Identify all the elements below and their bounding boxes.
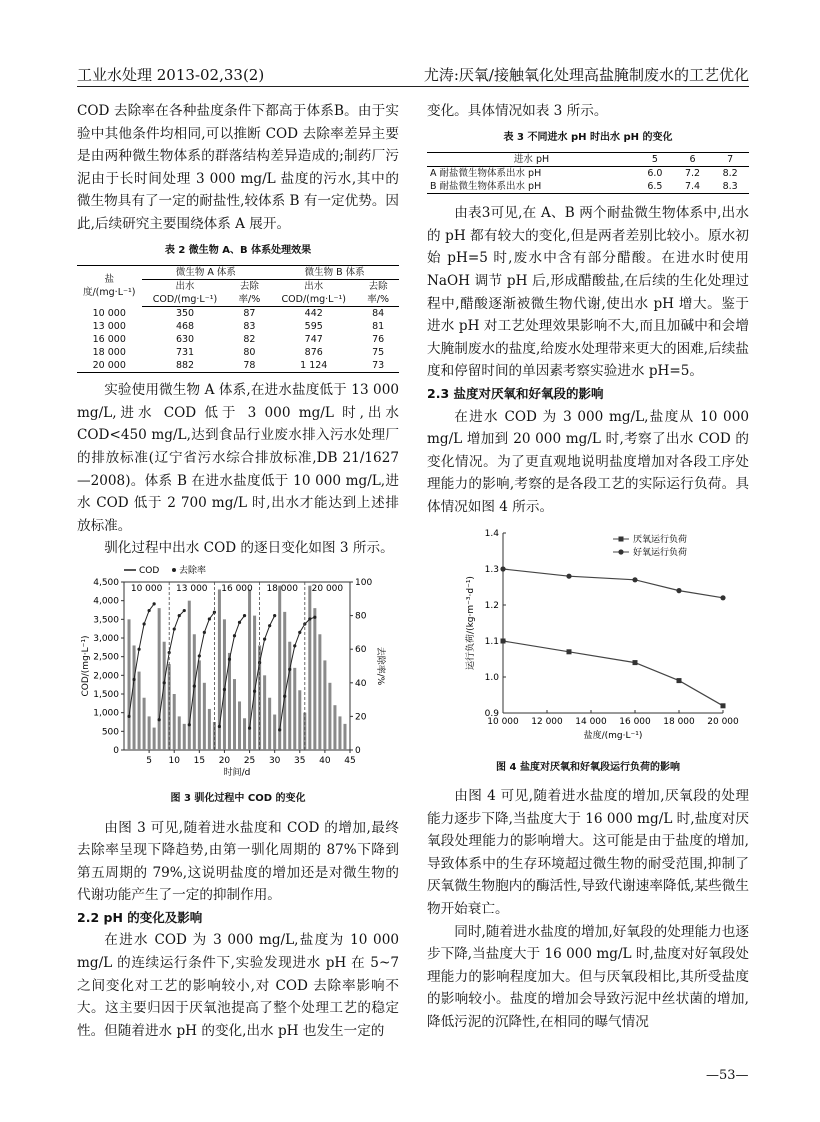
cod-bar	[328, 683, 331, 750]
x-tick-label: 10	[168, 755, 180, 766]
cod-bar	[308, 586, 311, 750]
anaerobic-point	[633, 660, 638, 665]
removal-rate-point	[298, 631, 301, 634]
removal-rate-point	[313, 616, 316, 619]
table3: 进水 pH 5 6 7 A 耐盐微生物体系出水 pH 6.0 7.2 8.2 B 耐盐微生物体系出水 pH 6.5 7.4 8.3	[427, 152, 749, 194]
legend-label: 好氧运行负荷	[633, 547, 688, 558]
table2-col-cod-a: 出水 COD/(mg·L⁻¹)	[142, 280, 229, 307]
cod-bar	[203, 683, 206, 750]
x-axis-label: 盐度/(mg·L⁻¹)	[583, 730, 643, 741]
table-row: 20 000 882 78 1 124 73	[92, 360, 385, 372]
cod-bar	[243, 718, 246, 750]
y2-tick-label: 100	[355, 577, 373, 588]
removal-rate-point	[233, 634, 236, 637]
x-tick-label: 35	[294, 755, 306, 766]
page-number: —53—	[706, 1068, 749, 1083]
cod-bar	[233, 679, 236, 750]
removal-rate-point	[218, 725, 221, 728]
x-tick-label: 30	[268, 755, 281, 766]
cod-bar	[273, 714, 276, 749]
cod-bar	[213, 722, 216, 750]
aerobic-point	[632, 577, 637, 582]
legend-marker	[618, 549, 623, 554]
article-title-short: 尤涛:厌氧/接触氧化处理高盐腌制废水的工艺优化	[423, 66, 749, 84]
anaerobic-point	[567, 649, 572, 654]
journal-info: 工业水处理 2013-02,33(2)	[77, 66, 265, 84]
x-tick-label: 10 000	[487, 716, 519, 727]
removal-rate-point	[238, 621, 241, 624]
table-row: B 耐盐微生物体系出水 pH 6.5 7.4 8.3	[430, 181, 738, 193]
table2-col-salt: 盐度/(mg·L⁻¹)	[82, 274, 136, 299]
series-line	[503, 641, 723, 706]
y-tick-label: 2,500	[93, 652, 119, 663]
paragraph: 由图 3 可见,随着进水盐度和 COD 的增加,最终去除率呈现下降趋势,由第一驯化周期的 87%下降到第五周期的 79%,这说明盐度的增加还是对微生物的代谢功能产生了一定的抑制作用。	[77, 819, 399, 904]
y2-tick-label: 60	[355, 645, 367, 656]
legend-marker	[619, 536, 624, 541]
cod-bar	[238, 701, 241, 750]
table-row: 16 000 630 82 747 76	[92, 334, 385, 346]
table2-group-a: 微生物 A 体系	[142, 266, 271, 280]
y2-tick-label: 80	[355, 611, 367, 622]
period-label: 20 000	[311, 583, 344, 594]
x-tick-label: 14 000	[575, 716, 607, 727]
cod-bar	[318, 634, 321, 750]
cod-bar	[128, 619, 131, 750]
left-column	[77, 100, 399, 1042]
removal-rate-point	[137, 648, 140, 651]
removal-rate-point	[253, 690, 256, 693]
removal-rate-point	[142, 622, 145, 625]
paragraph: COD 去除率在各种盐度条件下都高于体系B。由于实验中其他条件均相同,可以推断 COD 去除率差异主要是由两种微生物体系的群落结构差异造成的;制药厂污泥由于长时间处理 3 000 mg/L 盐度的污水,其中的微生物具有了一定的耐盐性,较体系 B 有一定优势。因此,后续研究主要围绕体系 A 展开。	[77, 103, 400, 232]
table2	[77, 265, 399, 373]
table-row: A 耐盐微生物体系出水 pH 6.0 7.2 8.2	[430, 168, 738, 180]
cod-bar	[268, 698, 271, 750]
x-tick-label: 20 000	[707, 716, 739, 727]
removal-rate-point	[223, 688, 226, 691]
cod-bar	[283, 612, 286, 750]
removal-rate-point	[248, 726, 251, 729]
figure3-caption: 图 3 驯化过程中 COD 的变化	[170, 792, 306, 804]
x-tick-label: 15	[193, 755, 206, 766]
y-tick-label: 1,000	[93, 708, 119, 719]
cod-bar	[288, 642, 291, 750]
removal-rate-point	[208, 617, 211, 620]
removal-rate-point	[273, 614, 276, 617]
removal-rate-point	[173, 627, 176, 630]
table2-caption: 表 2 微生物 A、B 体系处理效果	[164, 244, 312, 256]
removal-rate-point	[158, 718, 161, 721]
running-header	[77, 62, 749, 87]
paragraph: 在进水 COD 为 3 000 mg/L,盐度从 10 000 mg/L 增加到 20 000 mg/L 时,考察了出水 COD 的变化情况。为了更直观地说明盐度增加对各段工序处理能力的影响,考察的是各段工艺的实际运行负荷。具体情况如图 4 所示。	[427, 408, 749, 515]
section-heading: 2.3 盐度对厌氧和好氧段的影响	[427, 385, 604, 401]
cod-bar	[173, 694, 176, 750]
paragraph: 同时,随着进水盐度的增加,好氧段的处理能力也逐步下降,当盐度大于 16 000 mg/L 时,盐度对好氧段处理能力的影响程度加大。但与厌氧段相比,其所受盐度的影响较小。盐度的增加会导致污泥中丝状菌的增加,降低污泥的沉降性,在相同的曝气情况	[427, 923, 749, 1031]
y-tick-label: 2,000	[93, 671, 119, 682]
period-label: 13 000	[176, 583, 208, 594]
anaerobic-point	[721, 703, 726, 708]
aerobic-point	[500, 566, 505, 571]
removal-rate-point	[203, 631, 206, 634]
legend-rate-label: 去除率	[179, 565, 207, 576]
y-tick-label: 500	[101, 727, 119, 738]
y-axis-label: COD/(mg·L⁻¹)	[81, 635, 91, 697]
x-tick-label: 20	[218, 755, 231, 766]
cod-bar	[148, 716, 151, 750]
y2-tick-label: 20	[355, 712, 367, 723]
removal-rate-point	[132, 678, 135, 681]
paragraph: 驯化过程中出水 COD 的逐日变化如图 3 所示。	[104, 540, 394, 557]
cod-bar	[183, 724, 186, 750]
y-tick-label: 1.2	[484, 600, 499, 611]
aerobic-point	[720, 595, 725, 600]
y2-tick-label: 40	[355, 678, 367, 689]
y-axis-label: 运行负荷/(kg·m⁻³·d⁻¹)	[466, 575, 476, 670]
removal-rate-point	[163, 681, 166, 684]
x-tick-label: 25	[243, 755, 256, 766]
table-row: 18 000 731 80 876 75	[92, 347, 385, 359]
cod-bar	[178, 716, 181, 750]
section-heading: 2.2 pH 的变化及影响	[77, 909, 203, 925]
removal-rate-point	[148, 609, 151, 612]
y-tick-label: 1,500	[93, 689, 119, 700]
removal-rate-point	[193, 684, 196, 687]
removal-rate-point	[188, 723, 191, 726]
cod-bar	[323, 660, 326, 750]
figure4-chart	[433, 523, 743, 755]
legend-cod-label: COD	[139, 565, 160, 576]
y-tick-label: 0.9	[484, 708, 499, 719]
table2-group-b: 微生物 B 体系	[270, 266, 399, 280]
x-tick-label: 12 000	[531, 716, 563, 727]
removal-rate-point	[293, 644, 296, 647]
figure4-caption: 图 4 盐度对厌氧和好氧段运行负荷的影响	[496, 761, 680, 773]
cod-bar	[208, 709, 211, 750]
removal-rate-point	[263, 637, 266, 640]
anaerobic-point	[501, 638, 506, 643]
table-row: 13 000 468 83 595 81	[92, 321, 385, 333]
x-tick-label: 18 000	[663, 716, 695, 727]
removal-rate-point	[243, 614, 246, 617]
period-label: 18 000	[266, 583, 298, 594]
table-row: 10 000 350 87 442 84	[92, 307, 385, 320]
cod-bar	[153, 728, 156, 750]
cod-bar	[313, 608, 316, 750]
paragraph: 由表3可见,在 A、B 两个耐盐微生物体系中,出水的 pH 都有较大的变化,但是两者差别比较小。原水初始 pH=5 时,废水中含有部分醋酸。在进水时使用 NaOH 调节 pH 后,形成醋酸盐,在后续的生化处理过程中,醋酸逐渐被微生物代谢,使出水 pH 增大。鉴于进水 pH 对工艺处理效果影响不大,而且加碱中和会增大腌制废水的盐度,给废水处理带来更大的困难,后续盐度和停留时间的单因素考察实验进水 pH=5。	[427, 205, 749, 380]
cod-bar	[163, 642, 166, 750]
anaerobic-point	[677, 678, 682, 683]
paragraph: 实验使用微生物 A 体系,在进水盐度低于 13 000 mg/L,进水 COD 低于 3 000 mg/L 时,出水 COD<450 mg/L,达到食品行业废水排入污水处理厂的排放标准(辽宁省污水综合排放标准,DB 21/1627—2008)。体系 B 在进水盐度低于 10 000 mg/L,进水 COD 低于 2 700 mg/L 时,出水才能达到上述排放标准。	[77, 382, 399, 534]
x-tick-label: 16 000	[619, 716, 651, 727]
aerobic-point	[676, 588, 681, 593]
y-tick-label: 3,000	[93, 633, 119, 644]
y-tick-label: 1.0	[484, 672, 499, 683]
x-tick-label: 45	[344, 755, 356, 766]
removal-rate-point	[178, 614, 181, 617]
removal-rate-point	[283, 695, 286, 698]
cod-bar	[143, 698, 146, 750]
table2-col-cod-b: 出水 COD/(mg·L⁻¹)	[270, 280, 357, 307]
aerobic-point	[566, 573, 571, 578]
right-column	[427, 100, 749, 1034]
removal-rate-point	[278, 728, 281, 731]
removal-rate-point	[308, 617, 311, 620]
legend-label: 厌氧运行负荷	[633, 534, 688, 545]
removal-rate-point	[228, 658, 231, 661]
y-tick-label: 4,000	[93, 596, 119, 607]
paragraph: 由图 4 可见,随着进水盐度的增加,厌氧段的处理能力逐步下降,当盐度大于 16 000 mg/L 时,盐度对厌氧段处理能力的影响增大。这可能是由于盐度的增加,导致体系中的生存环境超过微生物的耐受范围,抑制了厌氧微生物胞内的酶活性,导致代谢速率降低,某些微生物开始衰亡。	[427, 788, 749, 918]
cod-bar	[158, 608, 161, 750]
y-tick-label: 4,500	[93, 577, 119, 588]
y2-axis-label: 去除率/%	[375, 646, 385, 686]
legend-rate-swatch	[172, 568, 176, 572]
figure3-chart	[78, 564, 398, 786]
x-axis-label: 时间/d	[223, 767, 251, 778]
y-tick-label: 3,500	[93, 615, 119, 626]
y2-tick-label: 0	[355, 745, 361, 756]
period-label: 16 000	[221, 583, 253, 594]
cod-bar	[343, 724, 346, 750]
y-tick-label: 0	[113, 745, 119, 756]
table2-col-rate-a: 去除率/%	[229, 280, 271, 307]
x-tick-label: 40	[319, 755, 331, 766]
period-label: 10 000	[130, 583, 163, 594]
removal-rate-point	[288, 668, 291, 671]
cod-bar	[133, 645, 136, 750]
cod-bar	[188, 601, 191, 750]
cod-bar	[263, 675, 266, 750]
paragraph: 在进水 COD 为 3 000 mg/L,盐度为 10 000 mg/L 的连续运行条件下,实验发现进水 pH 在 5~7 之间变化对工艺的影响较小,对 COD 去除率影响不大。这主要归因于厌氧池提高了整个处理工艺的稳定性。但随着进水 pH 的变化,出水 pH 也发生一定的	[77, 932, 399, 1039]
cod-bar	[198, 660, 201, 750]
removal-rate-point	[183, 609, 186, 612]
cod-bar	[293, 668, 296, 750]
cod-bar	[298, 690, 301, 750]
x-tick-label: 5	[146, 755, 152, 766]
table3-caption: 表 3 不同进水 pH 时出水 pH 的变化	[503, 131, 673, 143]
series-line	[503, 569, 723, 598]
cod-bar	[338, 716, 341, 750]
removal-rate-point	[127, 715, 130, 718]
removal-rate-point	[268, 624, 271, 627]
cod-bar	[138, 672, 141, 750]
y-tick-label: 1.3	[484, 564, 499, 575]
y-tick-label: 1.1	[484, 636, 499, 647]
cod-bar	[333, 705, 336, 750]
removal-rate-point	[153, 602, 156, 605]
removal-rate-point	[198, 654, 201, 657]
y-tick-label: 1.4	[484, 528, 499, 539]
paragraph: 变化。具体情况如表 3 所示。	[427, 103, 608, 119]
table2-col-rate-b: 去除率/%	[357, 280, 399, 307]
